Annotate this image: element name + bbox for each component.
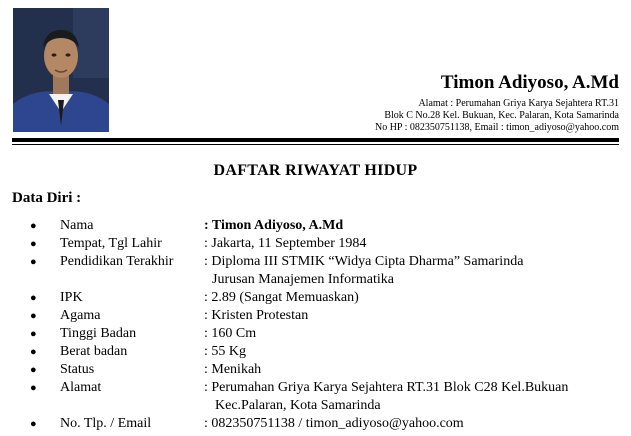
item-label-alamat: Alamat	[60, 380, 102, 395]
item-value-alamat-line2: Kec.Palaran, Kota Samarinda	[215, 398, 381, 413]
item-value-agama: : Kristen Protestan	[204, 308, 309, 323]
list-item	[30, 361, 620, 379]
list-item	[30, 415, 620, 433]
item-label-nama: Nama	[60, 218, 94, 233]
list-item	[30, 253, 620, 289]
item-value-berat-badan: : 55 Kg	[204, 344, 246, 359]
list-item	[30, 289, 620, 307]
list-item	[30, 343, 620, 361]
item-label-tlp-email: No. Tlp. / Email	[60, 416, 152, 431]
list-item	[30, 217, 620, 235]
bullet-icon: ●	[30, 346, 37, 358]
list-item	[30, 307, 620, 325]
bullet-icon: ●	[30, 256, 37, 268]
document-title: DAFTAR RIWAYAT HIDUP	[213, 162, 418, 179]
bullet-icon: ●	[30, 382, 37, 394]
item-value-pendidikan-line2: Jurusan Manajemen Informatika	[212, 272, 394, 287]
bullet-icon: ●	[30, 418, 37, 430]
item-value-alamat	[204, 379, 620, 415]
personal-data-list	[30, 217, 620, 433]
item-value-pendidikan	[204, 253, 620, 289]
list-item	[30, 325, 620, 343]
item-value-tempat-tgl-lahir: : Jakarta, 11 September 1984	[204, 236, 367, 251]
section-title: Data Diri :	[12, 190, 82, 206]
item-label-ipk: IPK	[60, 290, 83, 305]
bullet-icon: ●	[30, 328, 37, 340]
item-value-nama: : Timon Adiyoso, A.Md	[204, 218, 344, 233]
list-item	[30, 235, 620, 253]
bullet-icon: ●	[30, 220, 37, 232]
item-label-agama: Agama	[60, 308, 101, 323]
header-contact-line: No HP : 082350751138, Email : timon_adiyoso@yahoo.com	[374, 122, 619, 133]
header-name: Timon Adiyoso, A.Md	[440, 72, 619, 93]
item-value-status: : Menikah	[204, 362, 262, 377]
item-label-pendidikan: Pendidikan Terakhir	[60, 254, 174, 269]
bullet-icon: ●	[30, 310, 37, 322]
item-label-berat-badan: Berat badan	[60, 344, 128, 359]
bullet-icon: ●	[30, 238, 37, 250]
list-item	[30, 379, 620, 415]
item-value-ipk: : 2.89 (Sangat Memuaskan)	[204, 290, 359, 305]
bullet-icon: ●	[30, 292, 37, 304]
item-label-tempat-tgl-lahir: Tempat, Tgl Lahir	[60, 236, 162, 251]
header-address-line-2: Blok C No.28 Kel. Bukuan, Kec. Palaran, Kota Samarinda	[384, 110, 619, 121]
item-value-tinggi-badan: : 160 Cm	[204, 326, 257, 341]
item-label-status: Status	[60, 362, 95, 377]
item-value-alamat-line1: : Perumahan Griya Karya Sejahtera RT.31 Blok C28 Kel.Bukuan	[204, 380, 569, 395]
item-value-pendidikan-line1: : Diploma III STMIK “Widya Cipta Dharma” Samarinda	[204, 254, 524, 269]
item-label-tinggi-badan: Tinggi Badan	[60, 326, 137, 341]
profile-photo	[13, 8, 109, 132]
bullet-icon: ●	[30, 364, 37, 376]
header-divider-thin	[12, 144, 619, 145]
header-divider-thick	[12, 138, 619, 142]
header-address-line-1: Alamat : Perumahan Griya Karya Sejahtera RT.31	[418, 98, 619, 109]
item-value-tlp-email: : 082350751138 / timon_adiyoso@yahoo.com	[204, 416, 464, 431]
